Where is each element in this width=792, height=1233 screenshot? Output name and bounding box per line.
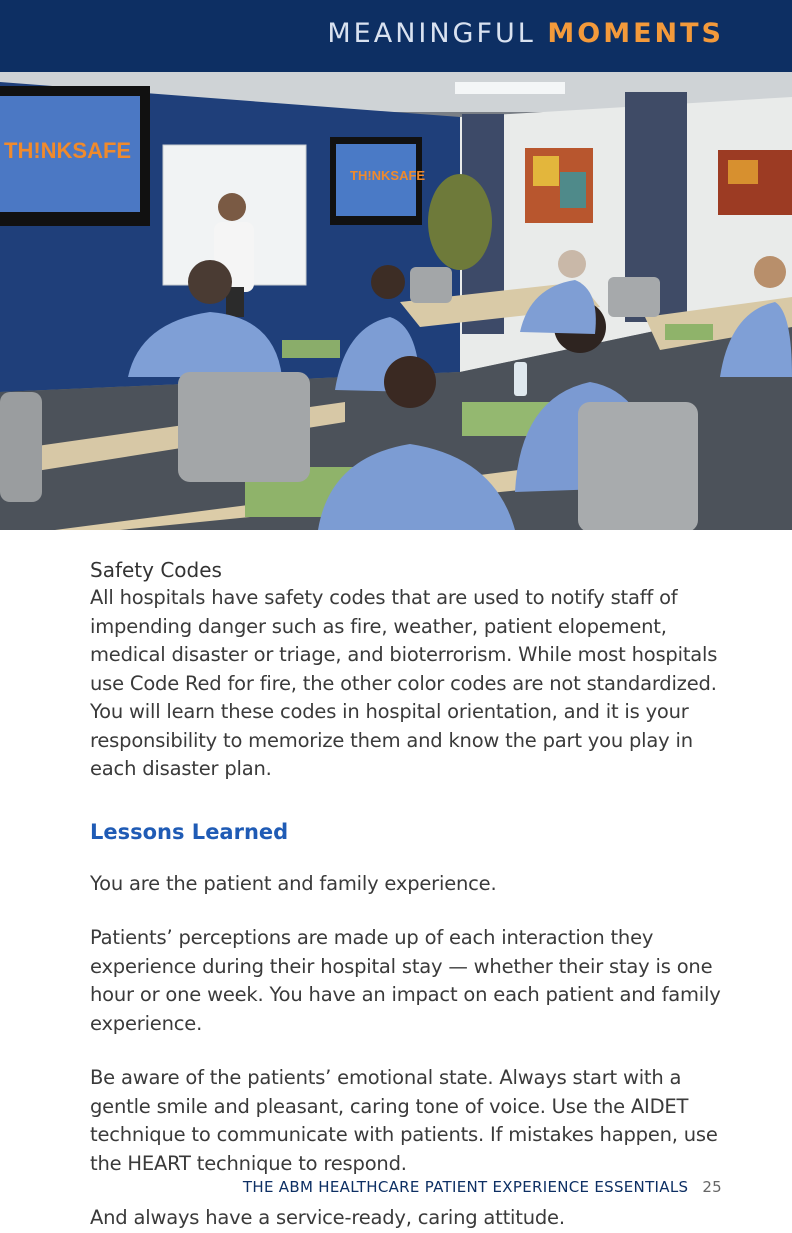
tv-screen-right-text: TH!NKSAFE (350, 168, 426, 183)
header-title-accent: MOMENTS (547, 18, 724, 49)
lesson-paragraph: And always have a service-ready, caring attitude. (90, 1206, 565, 1229)
page-number: 25 (702, 1178, 722, 1196)
training-room-photo (0, 72, 792, 530)
lessons-learned-heading: Lessons Learned (90, 819, 289, 844)
footer-title: THE ABM HEALTHCARE PATIENT EXPERIENCE ESSENTIALS (242, 1178, 689, 1196)
lesson-paragraph: Be aware of the patients’ emotional state. Always start with a gentle smile and pleasant, caring tone of voice. Use the AIDET technique to communicate with patients. If mistakes happen, use the HEART technique to respond. (90, 1066, 718, 1175)
tv-screen-left-text: TH!NKSAFE (4, 138, 132, 163)
lesson-paragraph: Patients’ perceptions are made up of each interaction they experience during their hospital stay — whether their stay is one hour or one week. You have an impact on each patient and family experience. (90, 926, 721, 1035)
main-content (90, 556, 730, 1233)
lesson-paragraph: You are the patient and family experience. (90, 871, 497, 895)
header-title-light: MEANINGFUL (327, 18, 548, 49)
safety-codes-title: Safety Codes (90, 558, 222, 582)
page-header-title (327, 18, 724, 49)
page-footer (243, 1178, 722, 1196)
header-band (0, 0, 792, 72)
safety-codes-body: All hospitals have safety codes that are used to notify staff of impending danger such as fire, weather, patient elopement, medical disaster or triage, and bioterrorism. While most hospitals use Code Red for fire, the other color codes are not standardized. You will learn these codes in hospital orientation, and it is your responsibility to memorize them and know the part you play in each disaster plan. (90, 586, 718, 780)
